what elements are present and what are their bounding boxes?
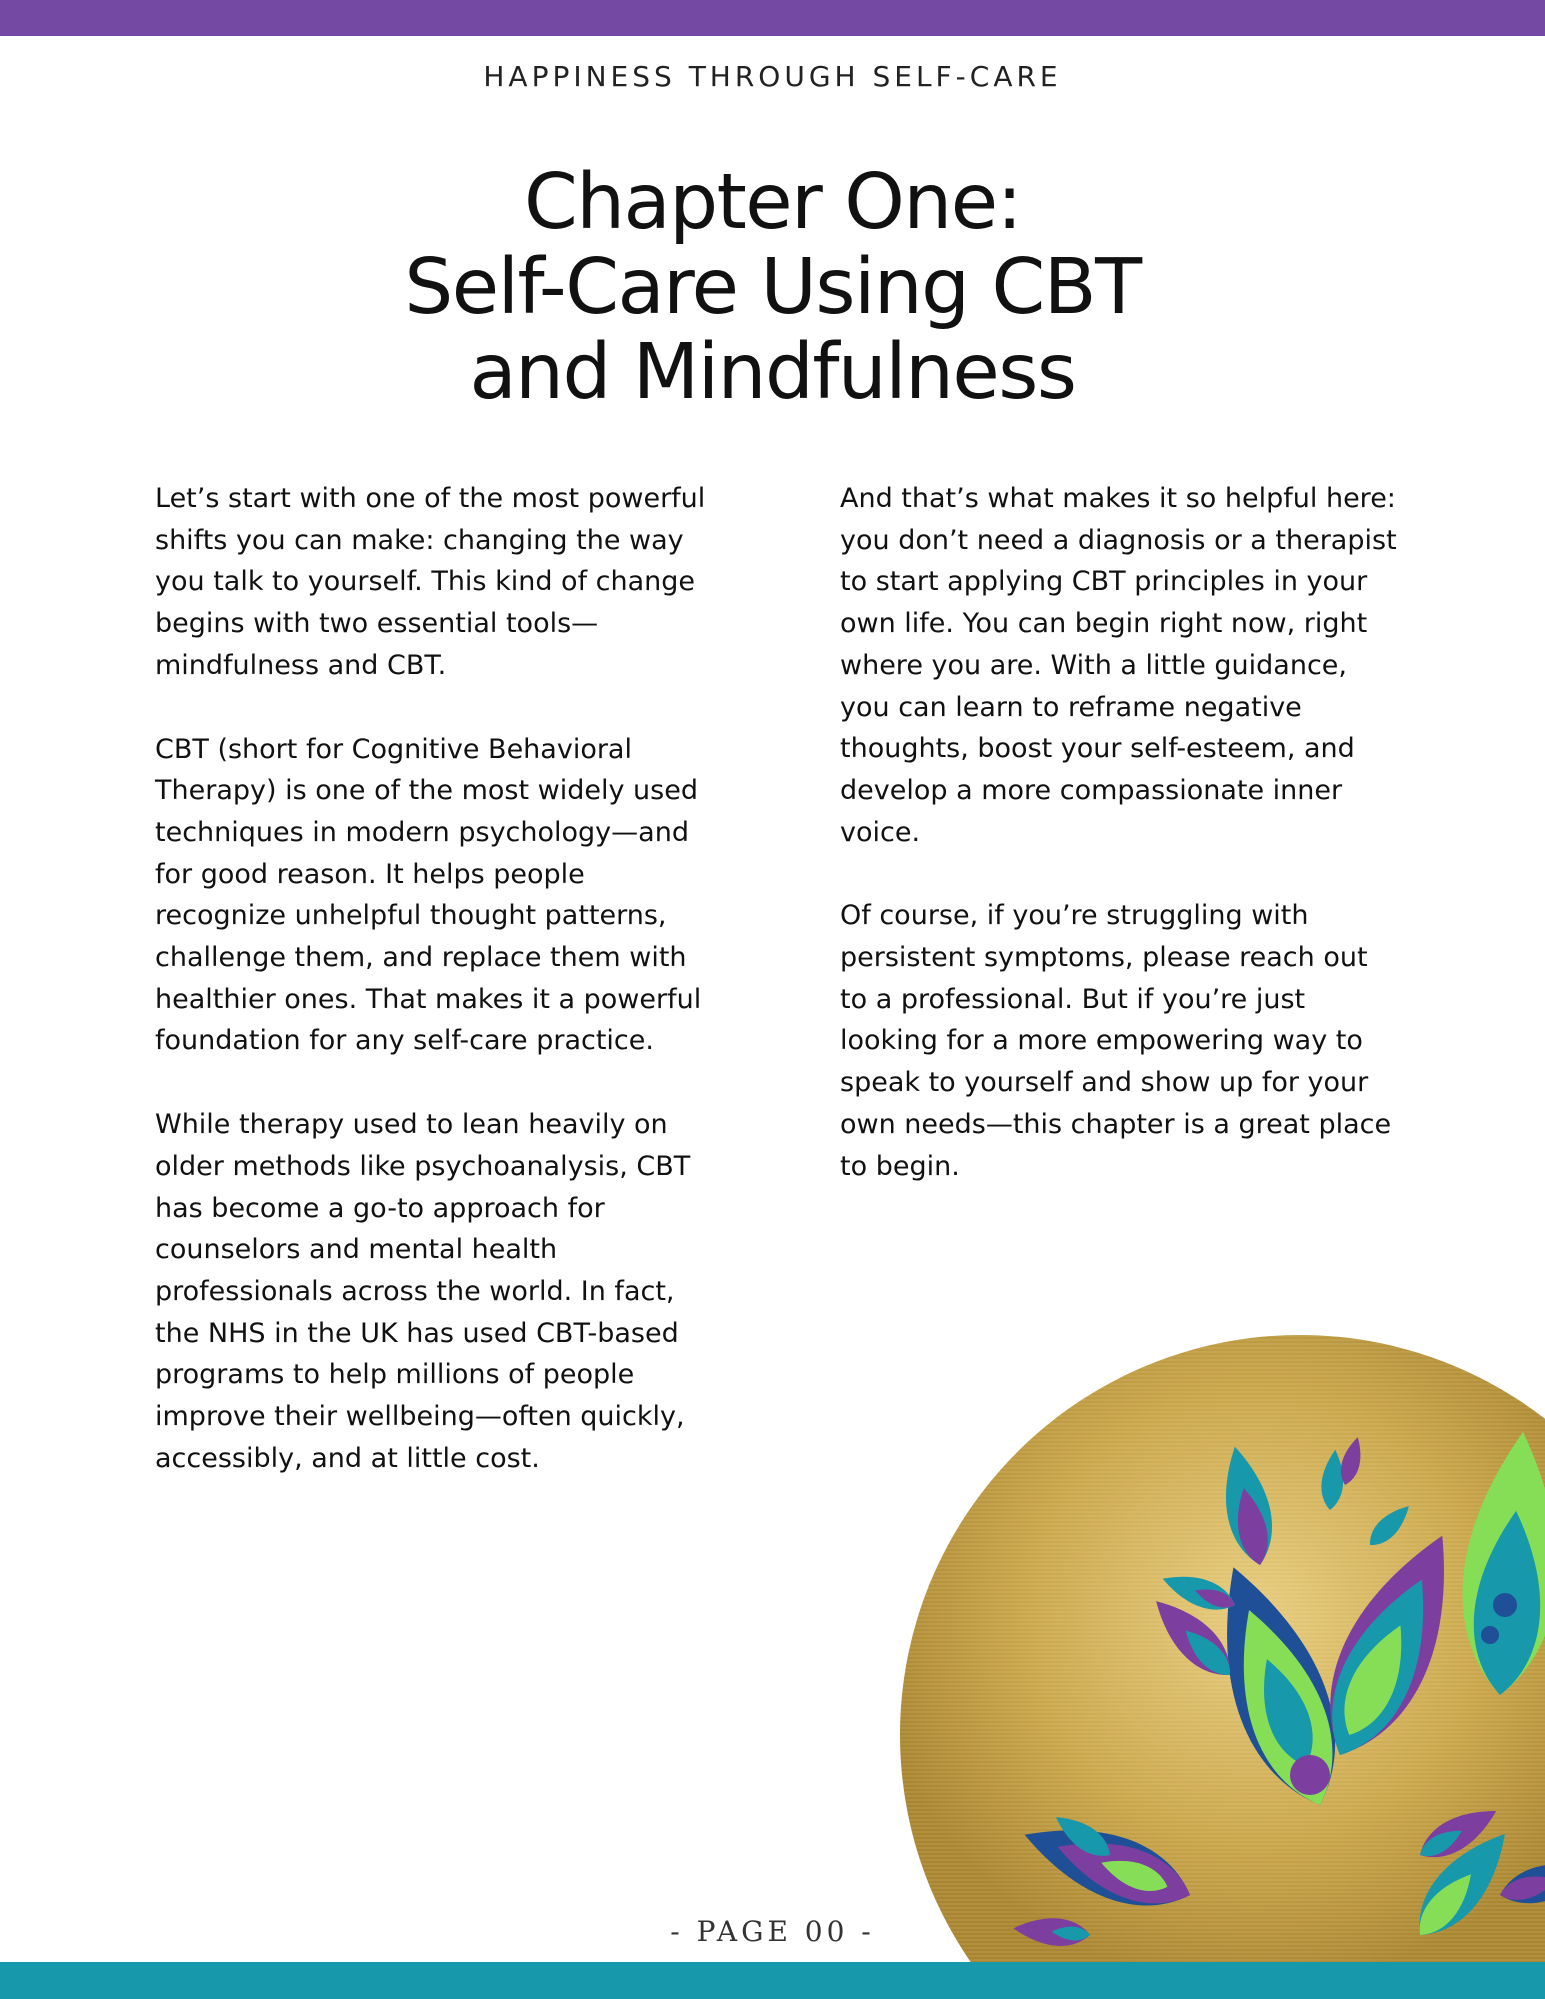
body-paragraph: Of course, if you’re struggling with persistent symptoms, please reach out to a professional. But if you’re just looking for a more empowering way to speak to yourself and show up for your own needs—this chapter is a great place to begin.	[840, 900, 1392, 1182]
chapter-title-line-2: Self-Care Using CBT	[404, 243, 1141, 332]
body-paragraph: While therapy used to lean heavily on older methods like psychoanalysis, CBT has become a go-to approach for counselors and mental health professionals across the world. In fact, the NHS in the UK has used CBT-based programs to help millions of people improve their wellbeing—often quickly, accessibly, and at little cost.	[155, 1109, 691, 1474]
body-paragraph: And that’s what makes it so helpful here: you don’t need a diagnosis or a therapist to start applying CBT principles in your own life. You can begin right now, right where you are. With a little guidance, you can learn to reframe negative thoughts, boost your self-esteem, and develop a more compassionate inner voice.	[840, 483, 1397, 848]
top-accent-bar	[0, 0, 1545, 36]
body-paragraph: CBT (short for Cognitive Behavioral Therapy) is one of the most widely used techniques in modern psychology—and for good reason. It helps people recognize unhelpful thought patterns, challenge them, and replace them with healthier ones. That makes it a powerful foundation for any self-care practice.	[155, 733, 702, 1057]
chapter-title-line-3: and Mindfulness	[469, 328, 1076, 417]
bottom-accent-bar	[0, 1962, 1545, 1999]
body-column-right	[840, 478, 1400, 1229]
body-paragraph: Let’s start with one of the most powerful shifts you can make: changing the way you talk to yourself. This kind of change begins with two essential tools—mindfulness and CBT.	[155, 483, 706, 681]
chapter-title-line-1: Chapter One:	[523, 158, 1022, 247]
running-header: HAPPINESS THROUGH SELF-CARE	[483, 60, 1062, 93]
mandala-medallion-image	[900, 1335, 1545, 1962]
body-column-left	[155, 478, 715, 1521]
page-number: - PAGE 00 -	[670, 1915, 875, 1948]
chapter-title	[200, 160, 1345, 415]
